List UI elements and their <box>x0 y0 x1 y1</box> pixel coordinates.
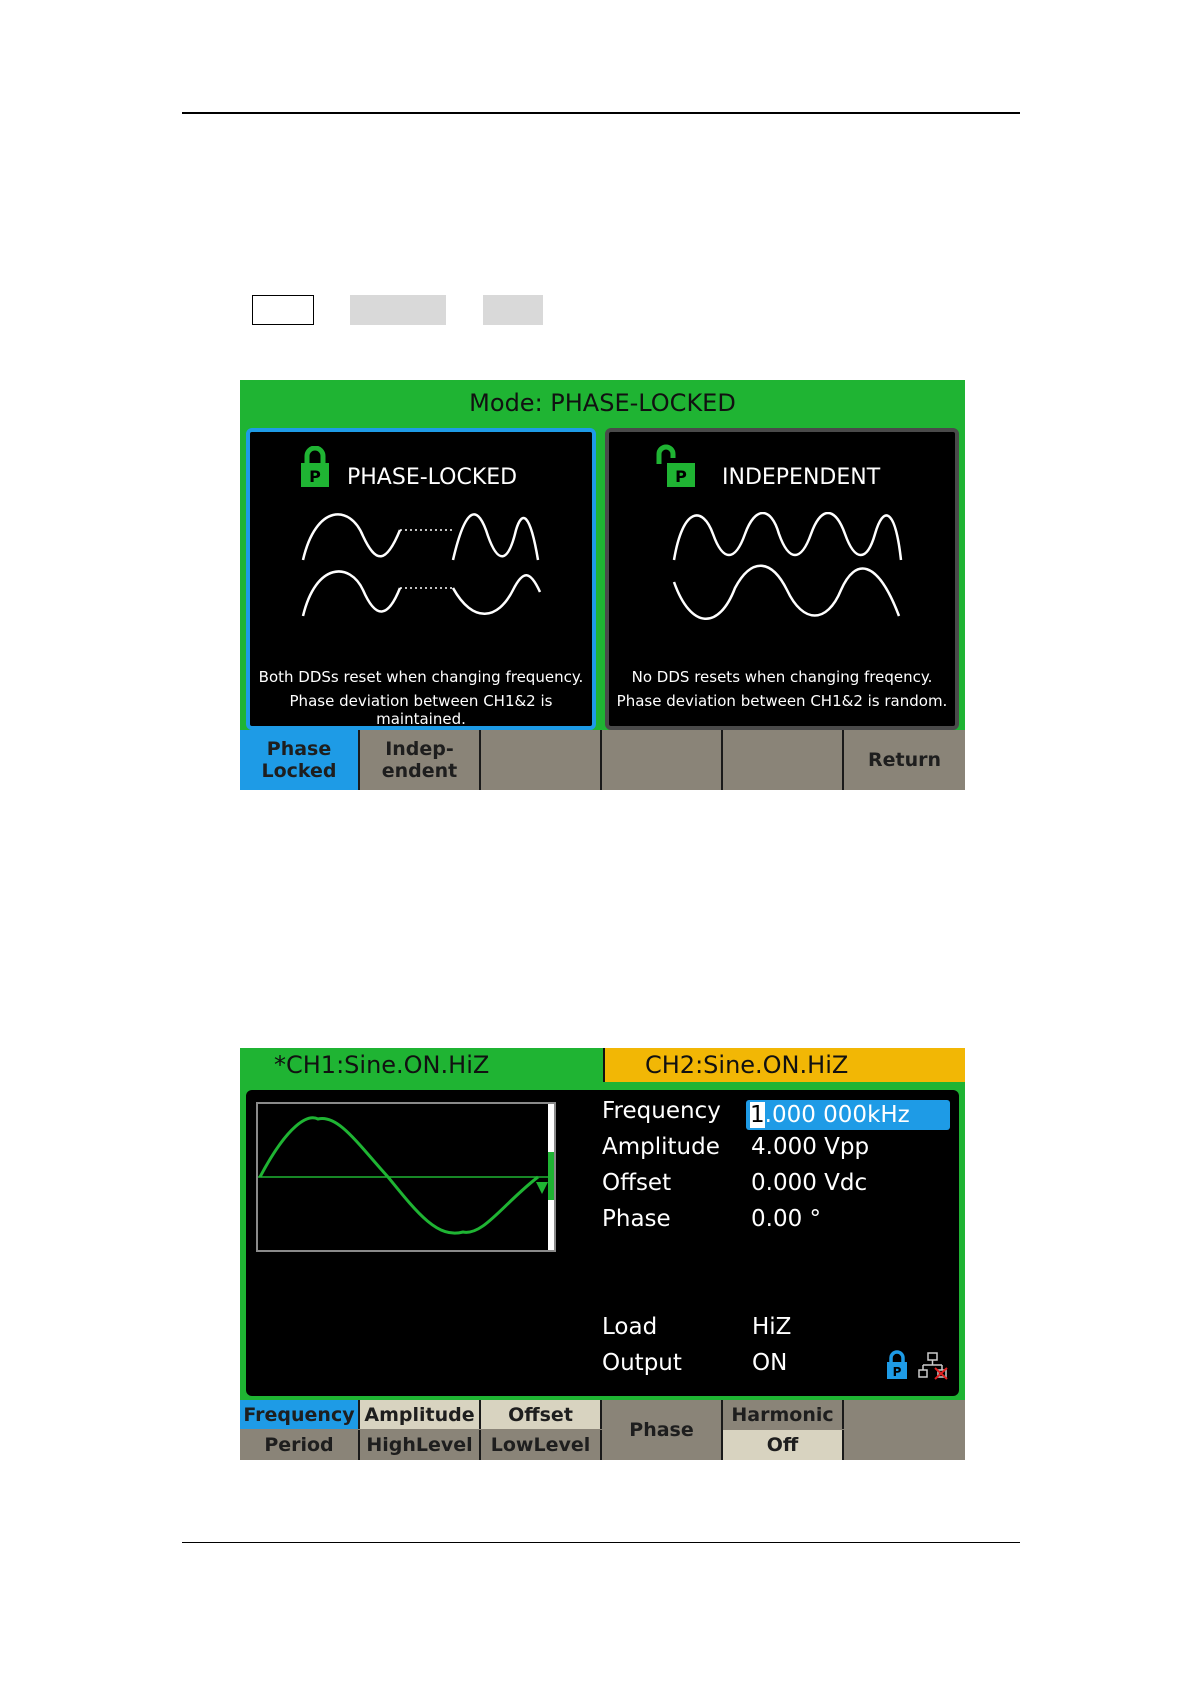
frequency-softkey[interactable]: Frequency <box>240 1400 360 1429</box>
sine-waveform <box>258 1104 554 1250</box>
load-label: Load <box>602 1314 658 1340</box>
amplitude-softkey[interactable]: Amplitude <box>360 1400 481 1429</box>
phase-softkey[interactable]: Phase <box>602 1400 723 1460</box>
phase-locked-desc-line1: Both DDSs reset when changing frequency. <box>258 668 584 686</box>
unlocked-padlock-icon <box>655 444 697 488</box>
frequency-label[interactable]: Frequency <box>602 1098 721 1124</box>
phase-locked-softkey-line1: Phase <box>266 738 332 760</box>
offset-value[interactable]: 0.000 Vdc <box>751 1170 868 1196</box>
independent-title: INDEPENDENT <box>722 465 881 490</box>
key-box-outlined <box>252 295 314 325</box>
phase-locked-softkey[interactable] <box>240 730 360 790</box>
scroll-indicator <box>548 1104 554 1250</box>
independent-softkey-line2: endent <box>381 760 458 782</box>
phase-value[interactable]: 0.00 ° <box>751 1206 822 1232</box>
svg-text:P: P <box>892 1365 902 1379</box>
harmonic-softkey[interactable]: Harmonic <box>723 1400 844 1429</box>
empty-softkey-4[interactable] <box>602 730 723 790</box>
amplitude-value[interactable]: 4.000 Vpp <box>751 1134 870 1160</box>
lowlevel-softkey[interactable]: LowLevel <box>481 1430 602 1460</box>
amplitude-label[interactable]: Amplitude <box>602 1134 720 1160</box>
header-rule <box>182 112 1020 114</box>
locked-padlock-icon <box>886 1350 908 1380</box>
harmonic-state-softkey[interactable]: Off <box>723 1430 844 1460</box>
mode-title: Mode: PHASE-LOCKED <box>469 389 736 417</box>
output-label: Output <box>602 1350 682 1376</box>
key-box-gray-small <box>483 295 543 325</box>
waveform-preview <box>256 1102 556 1252</box>
empty-softkey-5[interactable] <box>723 730 844 790</box>
phase-locked-waveform <box>298 512 548 622</box>
svg-text:P: P <box>675 467 687 486</box>
independent-desc-line2: Phase deviation between CH1&2 is random. <box>616 692 948 710</box>
independent-softkey[interactable] <box>360 730 481 790</box>
key-box-gray <box>350 295 446 325</box>
phase-locked-desc-line2: Phase deviation between CH1&2 is maintained. <box>289 692 553 728</box>
offset-softkey[interactable]: Offset <box>481 1400 602 1429</box>
phase-locked-option[interactable] <box>246 428 596 730</box>
output-value: ON <box>752 1350 788 1376</box>
locked-padlock-icon <box>300 446 330 488</box>
load-value: HiZ <box>752 1314 792 1340</box>
main-softkey-row <box>240 1400 965 1460</box>
phase-label[interactable]: Phase <box>602 1206 671 1232</box>
phase-locked-title: PHASE-LOCKED <box>347 465 518 490</box>
independent-desc-line1: No DDS resets when changing freqency. <box>631 668 933 686</box>
independent-option[interactable] <box>605 428 959 730</box>
independent-softkey-line1: Indep- <box>385 738 454 760</box>
ch2-tab[interactable]: CH2:Sine.ON.HiZ <box>603 1048 965 1082</box>
frequency-value: .000 000kHz <box>764 1102 910 1128</box>
empty-softkey-3[interactable] <box>481 730 602 790</box>
mode-screen <box>240 380 965 790</box>
footer-rule <box>182 1542 1020 1543</box>
empty-softkey-6[interactable] <box>844 1400 965 1460</box>
independent-waveform <box>669 512 909 622</box>
main-screen <box>240 1048 965 1460</box>
offset-label[interactable]: Offset <box>602 1170 672 1196</box>
ch1-tab[interactable]: *CH1:Sine.ON.HiZ <box>240 1048 600 1082</box>
display-area <box>246 1090 959 1396</box>
phase-locked-softkey-line2: Locked <box>261 760 337 782</box>
mode-softkey-row <box>240 730 965 790</box>
highlevel-softkey[interactable]: HighLevel <box>360 1430 481 1460</box>
frequency-field[interactable] <box>746 1100 950 1130</box>
frequency-cursor-digit: 1 <box>750 1102 765 1128</box>
period-softkey[interactable]: Period <box>240 1430 360 1460</box>
svg-text:P: P <box>309 467 321 486</box>
network-disconnected-icon <box>918 1352 948 1380</box>
return-softkey[interactable]: Return <box>844 730 965 790</box>
